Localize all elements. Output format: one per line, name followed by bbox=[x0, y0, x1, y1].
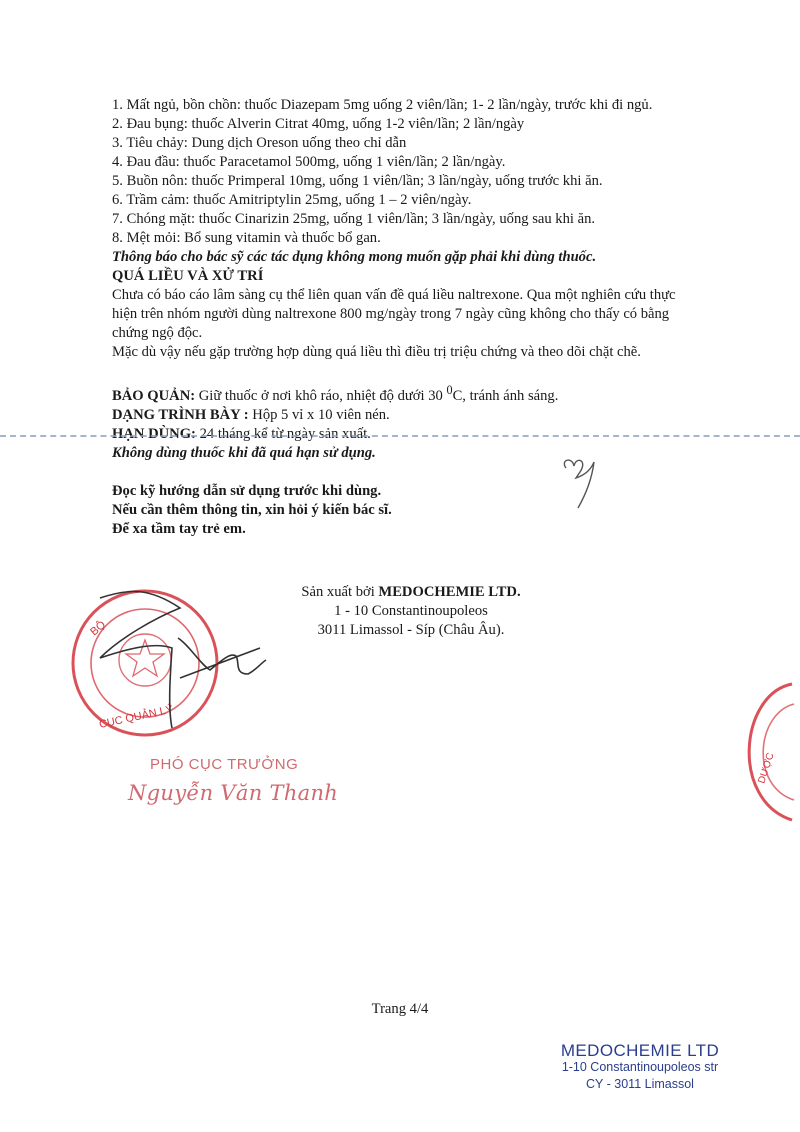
storage-text: Giữ thuốc ở nơi khô ráo, nhiệt độ dưới 30 bbox=[195, 387, 447, 404]
degree-superscript: 0 bbox=[446, 383, 453, 397]
stamp-city: CY - 3011 Limassol bbox=[586, 1077, 694, 1091]
official-name: Nguyễn Văn Thanh bbox=[128, 781, 339, 805]
stamp-address: 1-10 Constantinoupoleos str bbox=[561, 1060, 719, 1074]
warning-line: Đọc kỹ hướng dẫn sử dụng trước khi dùng. bbox=[112, 482, 382, 499]
leaflet-body bbox=[112, 96, 700, 539]
svg-text:BỘ: BỘ bbox=[88, 618, 109, 639]
storage-line bbox=[112, 381, 700, 406]
list-item: 3. Tiêu chảy: Dung dịch Oreson uống theo chỉ dẫn bbox=[112, 135, 407, 151]
official-signature-block bbox=[128, 756, 348, 805]
shelf-life-text: 24 tháng kể từ ngày sản xuất. bbox=[195, 425, 371, 442]
spacer bbox=[112, 463, 700, 482]
overdose-paragraph: Mặc dù vậy nếu gặp trường hợp dùng quá liều thì điều trị triệu chứng và theo dõi chặt chẽ. bbox=[112, 344, 641, 360]
list-item: 6. Trầm cảm: thuốc Amitriptylin 25mg, uống 1 – 2 viên/ngày. bbox=[112, 192, 472, 208]
presentation-label: DẠNG TRÌNH BÀY : bbox=[112, 406, 249, 423]
official-seal-icon bbox=[60, 578, 270, 748]
page-number: Trang 4/4 bbox=[371, 1001, 429, 1017]
svg-text:CỤC QUẢN LÝ: CỤC QUẢN LÝ bbox=[98, 703, 175, 731]
manufacturer-address: 1 - 10 Constantinoupoleos bbox=[334, 603, 488, 619]
handwritten-initial-mark bbox=[556, 454, 606, 514]
stamp-company-name: MEDOCHEMIE LTD bbox=[560, 1041, 720, 1060]
presentation-line bbox=[112, 406, 700, 425]
list-item: 7. Chóng mặt: thuốc Cinarizin 25mg, uống 1 viên/lần; 3 lần/ngày, uống sau khi ăn. bbox=[112, 211, 596, 227]
partial-seal-icon bbox=[722, 680, 800, 830]
overdose-paragraph: Chưa có báo cáo lâm sàng cụ thể liên quan vấn đề quá liều naltrexone. Qua một nghiên cứu thực hiện trên nhóm người dùng naltrexone 800 mg/ngày trong 7 ngày cũng không cho thấy có bằng chứng ngộ độc. bbox=[112, 287, 676, 341]
shelf-life-label: HẠN DÙNG: bbox=[112, 425, 196, 442]
list-item: 4. Đau đầu: thuốc Paracetamol 500mg, uống 1 viên/lần; 2 lần/ngày. bbox=[112, 154, 506, 170]
spacer bbox=[112, 362, 700, 381]
warning-line: Để xa tầm tay trẻ em. bbox=[112, 520, 246, 537]
list-item: 1. Mất ngủ, bồn chồn: thuốc Diazepam 5mg uống 2 viên/lần; 1- 2 lần/ngày, trước khi đi ngủ. bbox=[112, 97, 653, 113]
side-effect-notice: Thông báo cho bác sỹ các tác dụng không mong muốn gặp phải khi dùng thuốc. bbox=[112, 249, 597, 265]
list-item: 5. Buồn nôn: thuốc Primperal 10mg, uống 1 viên/lần; 3 lần/ngày, uống trước khi ăn. bbox=[112, 173, 603, 189]
company-stamp bbox=[520, 1042, 760, 1093]
warning-line: Nếu cần thêm thông tin, xin hỏi ý kiến bác sĩ. bbox=[112, 501, 392, 518]
manufacturer-block bbox=[266, 583, 556, 640]
list-item: 2. Đau bụng: thuốc Alverin Citrat 40mg, uống 1-2 viên/lần; 2 lần/ngày bbox=[112, 116, 525, 132]
scan-fold-line bbox=[0, 435, 800, 437]
list-item: 8. Mệt mỏi: Bổ sung vitamin và thuốc bổ gan. bbox=[112, 230, 381, 246]
expiry-warning: Không dùng thuốc khi đã quá hạn sử dụng. bbox=[112, 444, 376, 461]
manufacturer-prefix: Sản xuất bởi bbox=[301, 584, 379, 600]
right-seal-text: DƯỢC bbox=[756, 751, 777, 785]
overdose-heading: QUÁ LIỀU VÀ XỬ TRÍ bbox=[112, 268, 264, 284]
manufacturer-name: MEDOCHEMIE LTD. bbox=[378, 584, 521, 600]
storage-label: BẢO QUẢN: bbox=[112, 387, 196, 404]
storage-text-after: C, tránh ánh sáng. bbox=[452, 387, 559, 404]
official-title: PHÓ CỤC TRƯỞNG bbox=[150, 756, 299, 773]
manufacturer-city: 3011 Limassol - Síp (Châu Âu). bbox=[317, 622, 505, 638]
manufacturer-line bbox=[266, 583, 556, 602]
presentation-text: Hộp 5 vỉ x 10 viên nén. bbox=[248, 406, 390, 423]
